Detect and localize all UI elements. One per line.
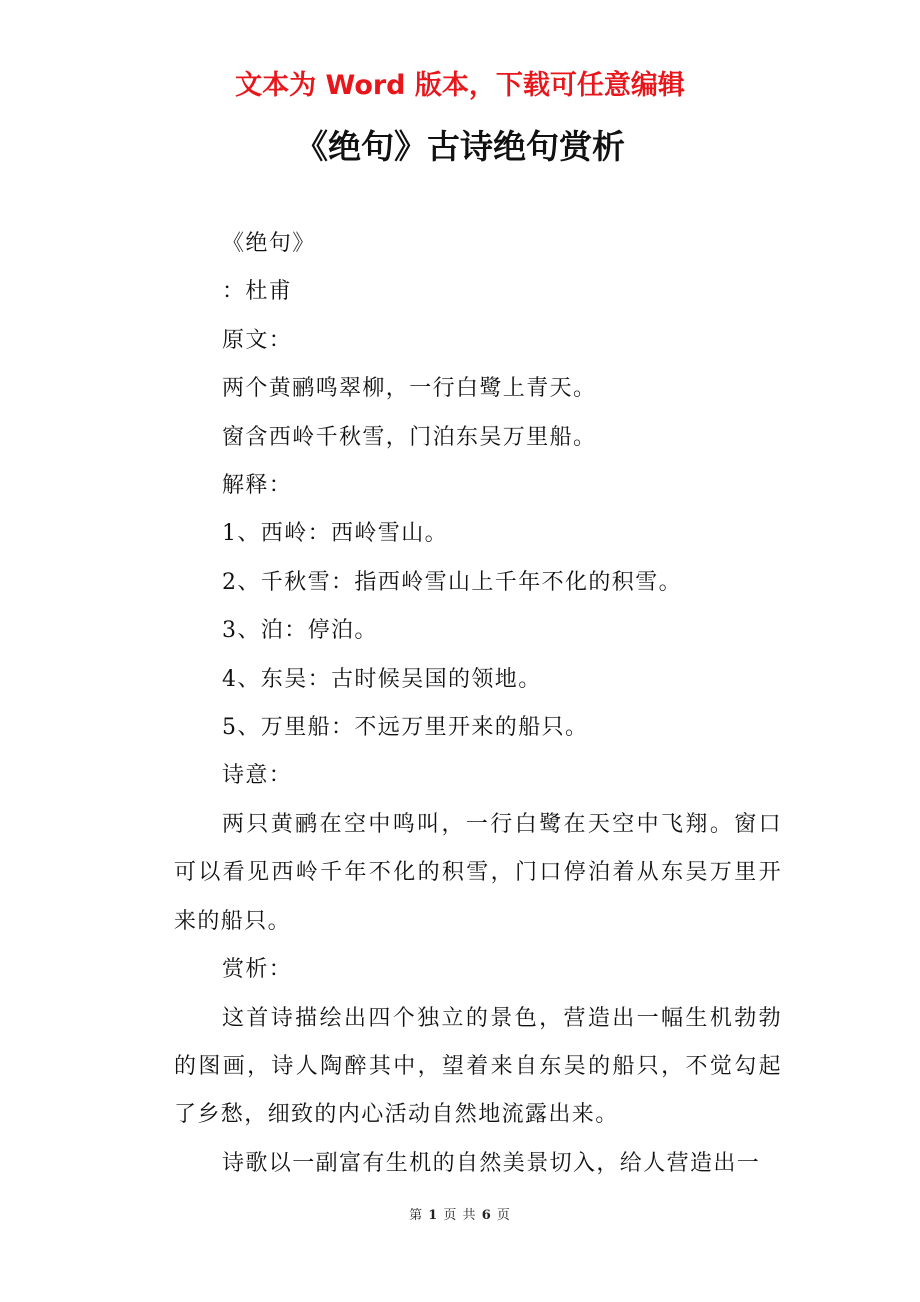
note-item: 2、千秋雪：指西岭雪山上千年不化的积雪。 xyxy=(222,569,682,595)
poem-title-line: 《绝句》 xyxy=(222,231,316,256)
word-version-banner: 文本为 Word 版本，下载可任意编辑 xyxy=(235,70,685,101)
total-pages-number: 6 xyxy=(481,1208,492,1223)
footer-suffix: 页 xyxy=(496,1208,511,1223)
section-heading-notes: 解释： xyxy=(222,473,293,499)
poem-line-2: 窗含西岭千秋雪，门泊东吴万里船。 xyxy=(222,424,597,450)
note-item: 4、东吴：古时候吴国的领地。 xyxy=(222,666,542,692)
current-page-number: 1 xyxy=(428,1208,439,1223)
meaning-paragraph: 两只黄鹂在空中鸣叫，一行白鹭在天空中飞翔。窗口可以看见西岭千年不化的积雪，门口停泊着从东吴万里开来的船只。 xyxy=(174,811,782,934)
note-item: 5、万里船：不远万里开来的船只。 xyxy=(222,715,589,741)
section-heading-original: 原文： xyxy=(222,327,293,353)
author-line: ：杜甫 xyxy=(222,279,293,305)
appreciation-paragraph: 这首诗描绘出四个独立的景色，营造出一幅生机勃勃的图画，诗人陶醉其中，望着来自东吴的船只，不觉勾起了乡愁，细致的内心活动自然地流露出来。 xyxy=(174,1005,782,1128)
appreciation-paragraph-continued: 诗歌以一副富有生机的自然美景切入，给人营造出一 xyxy=(222,1150,761,1176)
note-item: 1、西岭：西岭雪山。 xyxy=(222,521,448,547)
footer-prefix: 第 xyxy=(409,1208,424,1223)
note-item: 3、泊：停泊。 xyxy=(222,618,378,644)
page-footer xyxy=(0,1206,920,1226)
poem-line-1: 两个黄鹂鸣翠柳，一行白鹭上青天。 xyxy=(222,376,597,402)
footer-middle: 页 共 xyxy=(443,1208,477,1223)
document-title: 《绝句》古诗绝句赏析 xyxy=(295,127,625,166)
section-heading-appreciation: 赏析： xyxy=(222,957,293,983)
section-heading-meaning: 诗意： xyxy=(222,763,293,789)
document-body xyxy=(174,220,782,1188)
